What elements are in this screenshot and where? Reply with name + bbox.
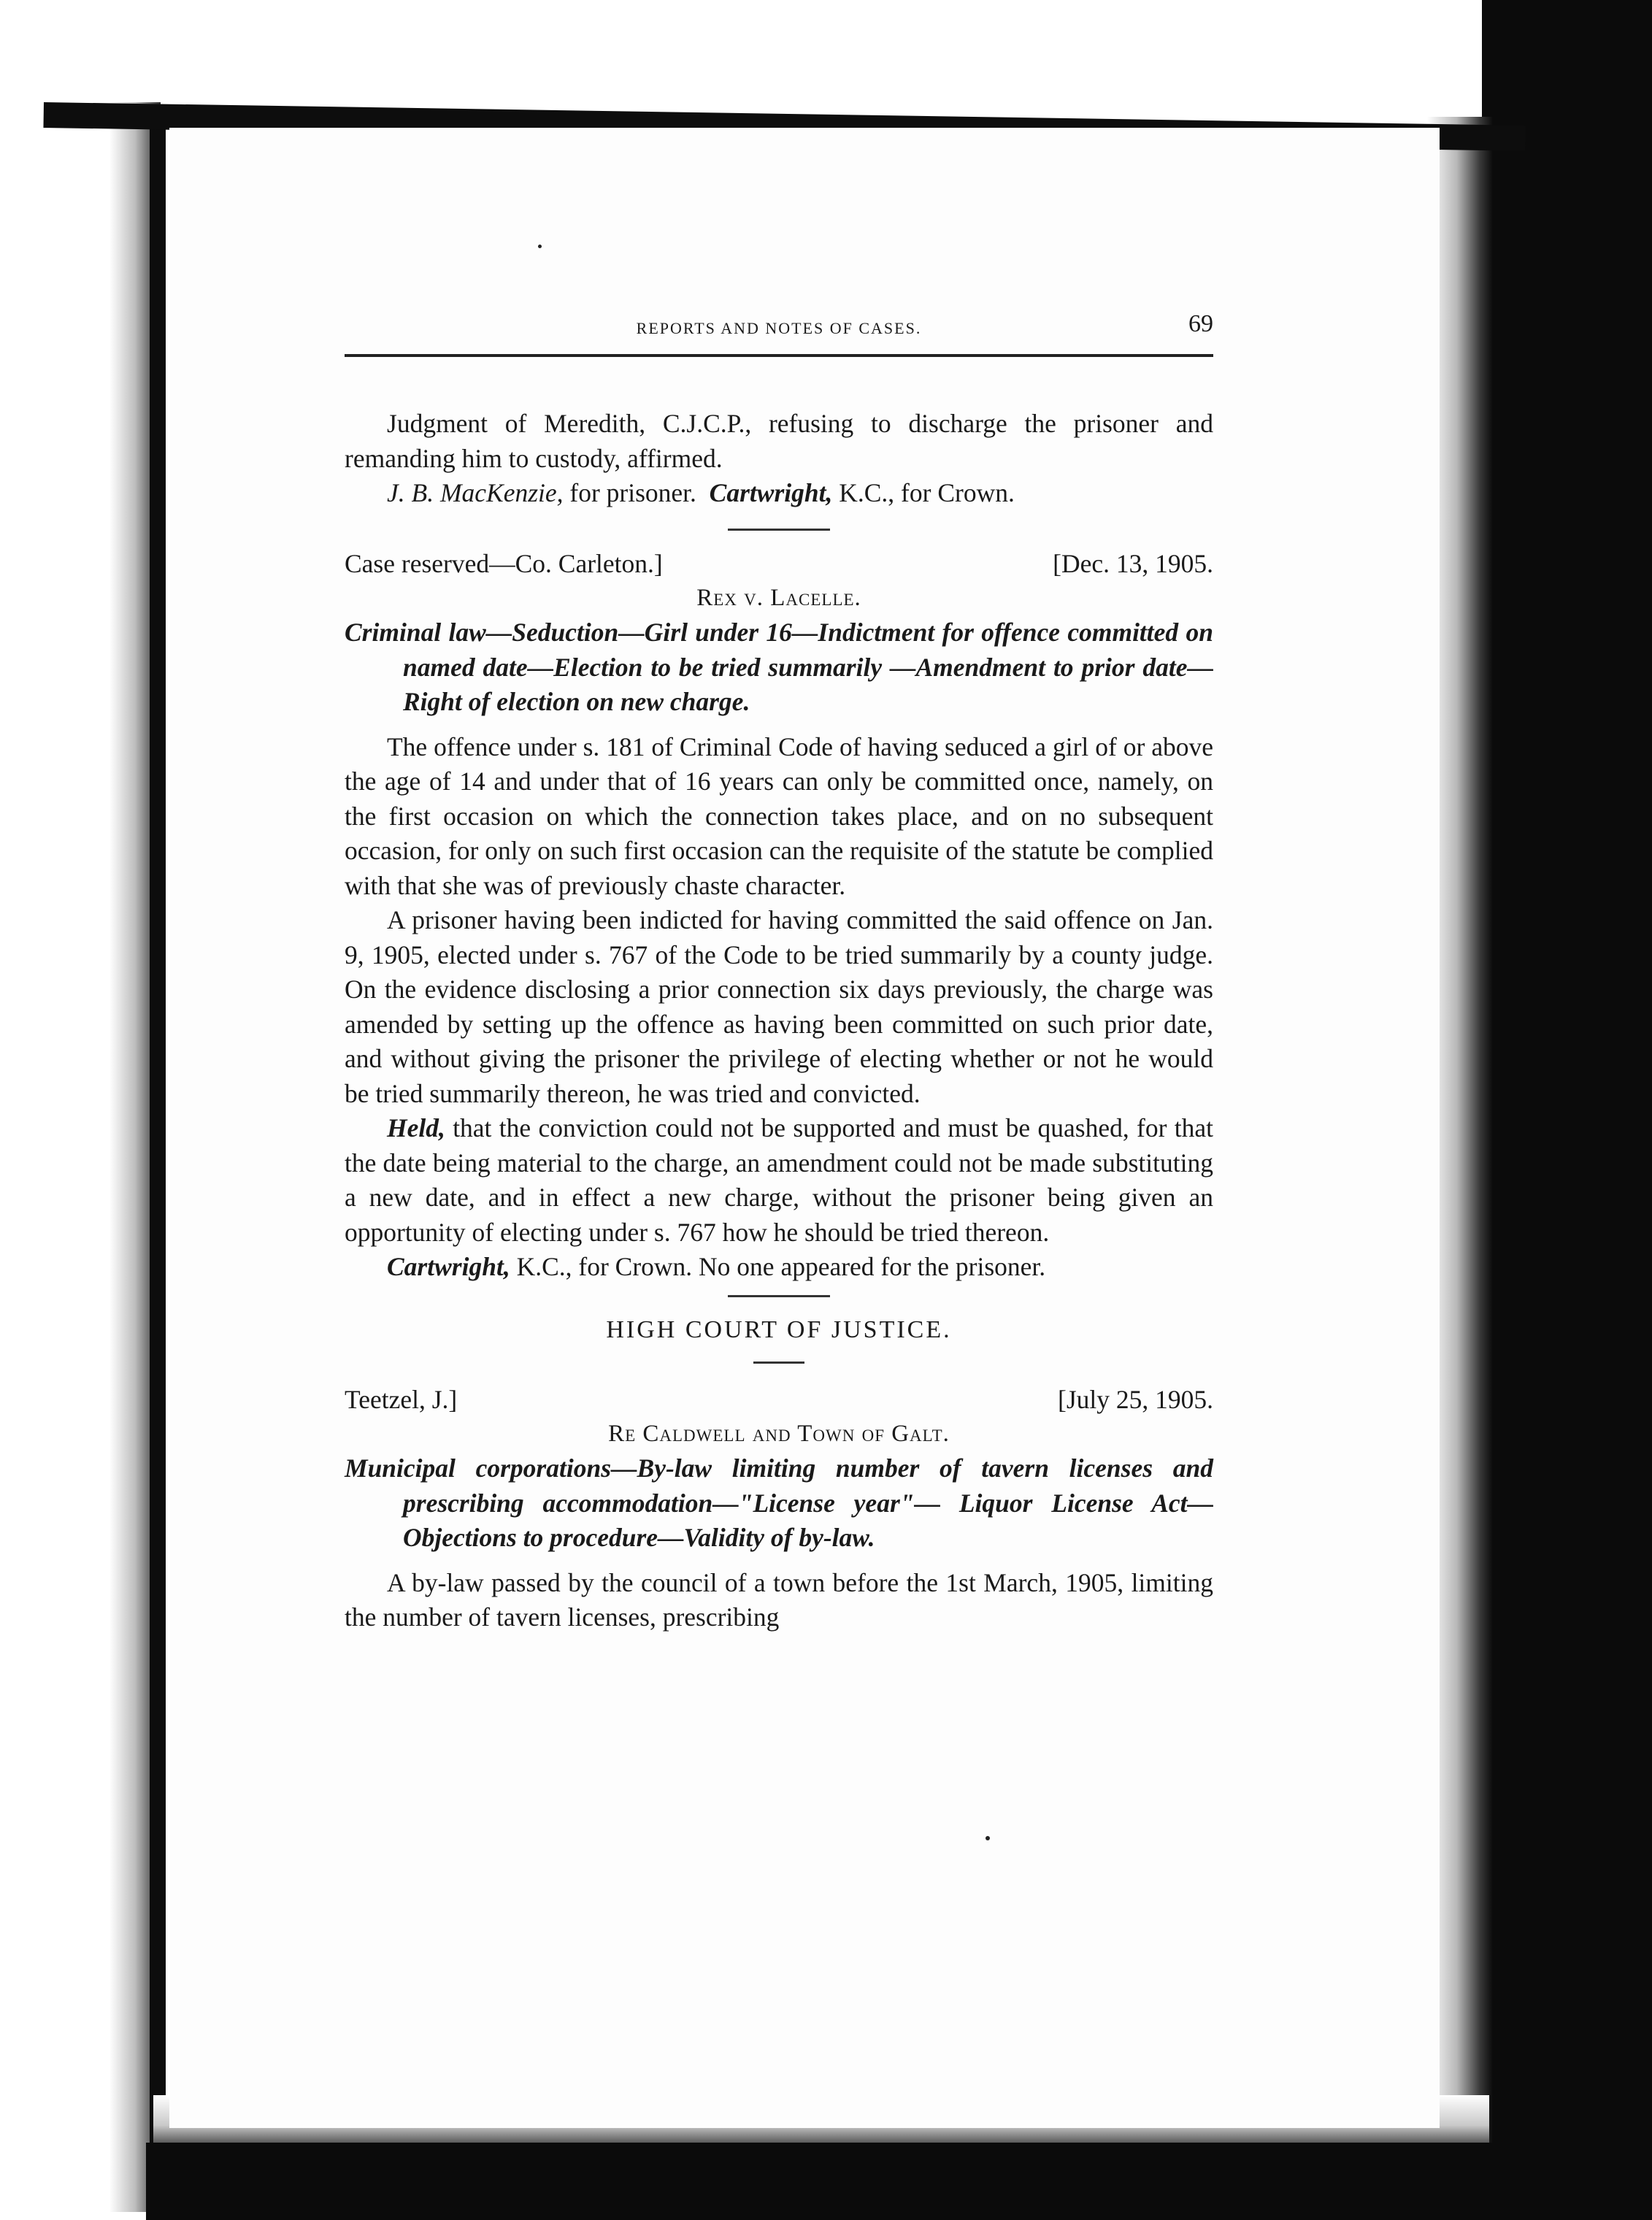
case-header [345, 1383, 1213, 1418]
counsel-role: for prisoner. [563, 478, 696, 507]
case-style: Rex v. Lacelle. [696, 585, 861, 611]
case-catchwords: Municipal corporations—By-law limiting number of tavern licenses and prescribing accommodation—"License year"— Liquor License Act—Objections to procedure—Validity of by-law. [345, 1453, 1213, 1552]
case-date: [July 25, 1905. [1058, 1384, 1213, 1414]
judgment-text: Judgment of Meredith, C.J.C.P., refusing to discharge the prisoner and remanding him to custody, affirmed. [345, 409, 1213, 473]
speck [986, 1836, 990, 1840]
counsel-line [345, 476, 1213, 511]
held-word: Held, [387, 1113, 445, 1142]
case-paragraph: A prisoner having been indicted for having committed the said offence on Jan. 9, 1905, elected under s. 767 of the Code to be tried summarily by a county judge. On the evidence disclosing a prior connection six days previously, the charge was amended by setting up the offence as having been committed on such prior date, and without giving the prisoner the privilege of electing whether or not he would be tried summarily thereon, he was tried and convicted. [345, 905, 1213, 1108]
case-style: Re Caldwell and Town of Galt. [608, 1421, 950, 1447]
case-holding [345, 1111, 1213, 1250]
scan-left-edge [150, 110, 166, 2197]
speck [538, 245, 542, 248]
scan-bottom-edge [146, 2143, 1518, 2220]
case-catchwords: Criminal law—Seduction—Girl under 16—Indictment for offence committed on named date—Election to be tried summarily —Amendment to prior date—Right of election on new charge. [345, 618, 1213, 716]
counsel-name: Cartwright, [387, 1252, 510, 1281]
case-paragraph: A by-law passed by the council of a town before the 1st March, 1905, limiting the number of tavern licenses, prescribing [345, 1567, 1213, 1632]
scan-right-edge [1482, 0, 1652, 2220]
counsel-line [345, 1250, 1213, 1285]
case-court: Case reserved—Co. Carleton.] [345, 548, 663, 578]
case-judge: Teetzel, J.] [345, 1384, 458, 1414]
counsel-name: Cartwright, [709, 478, 833, 507]
running-head [345, 310, 1213, 357]
counsel-name: J. B. MacKenzie, [387, 478, 564, 507]
counsel-role: K.C., for Crown. [832, 478, 1015, 507]
running-title: REPORTS AND NOTES OF CASES. [636, 319, 922, 337]
case-paragraph: The offence under s. 181 of Criminal Code of having seduced a girl of or above the age of 14 and under that of 16 years can only be committed once, namely, on the first occasion on which the connection takes place, and on no subsequent occasion, for only on such first occasion can the requisite of the statute be complied with that she was of previously chaste character. [345, 731, 1213, 900]
case-date: [Dec. 13, 1905. [1053, 548, 1213, 578]
held-text: that the conviction could not be supported and must be quashed, for that the date being material to the charge, an amendment could not be made substituting a new date, and in effect a new charge, without the prisoner being given an opportunity of electing under s. 767 how he should be tried thereon. [345, 1113, 1213, 1247]
counsel-text: K.C., for Crown. No one appeared for the prisoner. [510, 1252, 1046, 1281]
page-content [345, 310, 1213, 1635]
case-header [345, 547, 1213, 582]
court-heading: HIGH COURT OF JUSTICE. [606, 1316, 952, 1343]
page-number: 69 [1188, 310, 1213, 337]
